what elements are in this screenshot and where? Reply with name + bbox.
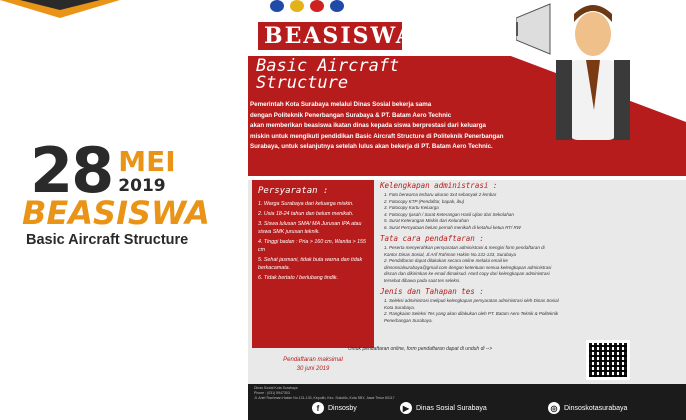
procedure-title: Tata cara pendaftaran : bbox=[380, 234, 484, 243]
city-logo-icon bbox=[270, 0, 284, 12]
intro-line: Pemerintah Kota Surabaya melalui Dinas Sosial bekerja sama bbox=[250, 101, 432, 108]
docs-list bbox=[380, 192, 676, 231]
stages-title: Jenis dan Tahapan tes : bbox=[380, 287, 484, 296]
date-year: 2019 bbox=[118, 175, 166, 196]
social-youtube[interactable] bbox=[400, 402, 487, 414]
stages-list bbox=[380, 298, 676, 324]
requirements-title: Persyaratan : bbox=[258, 186, 329, 196]
left-panel bbox=[0, 0, 250, 420]
sponsor-logos bbox=[270, 0, 344, 12]
list-item: 2. Usia 18-24 tahun dan belum menikah. bbox=[258, 211, 354, 217]
intro-line: dengan Politeknik Penerbangan Surabaya & PT. Batam Aero Technic bbox=[250, 111, 452, 119]
list-item: 2. Fotocopy KTP (Pendaftar, bapak, ibu) bbox=[384, 198, 465, 204]
date-month: MEI bbox=[118, 144, 176, 178]
intro-line: Surabaya, untuk selanjutnya setelah lulus akan bekerja di PT. Batam Aero Technic. bbox=[250, 143, 493, 150]
agency-logo-icon bbox=[330, 0, 344, 12]
megaphone-man-illustration bbox=[516, 0, 636, 160]
list-item: 5. Sehat jasmani, tidak buta warna dan tidak berkacamata. bbox=[258, 257, 363, 271]
list-item: tersebut dibawa pada saat tes seleksi. bbox=[384, 277, 461, 283]
qr-code-icon[interactable] bbox=[586, 340, 630, 380]
list-item: 3. Siswa lulusan SMA/ MA Jurusan IPA atau siswa SMK jurusan teknik. bbox=[258, 221, 362, 235]
list-item: Kantor Dinas Sosial, Jl.Arif Rahman Hakim No.131-133, Surabaya bbox=[384, 251, 517, 257]
list-item: Kota Surabaya. bbox=[384, 304, 416, 310]
list-item: dinsossialsurabaya@gmail.com dengan ketentuan semua kelengkapan administrasi bbox=[384, 264, 552, 270]
list-item: 4. Tinggi badan : Pria > 160 cm, Wanita > 155 cm bbox=[258, 239, 366, 253]
list-item: 6. Tidak bertato / berlubang tindik. bbox=[258, 275, 339, 281]
requirements-box bbox=[252, 180, 374, 348]
list-item: 2. Rangkaian Seleksi Tes yang akan dilakukan oleh PT. Batam Aero Teknik & Politeknik bbox=[384, 311, 559, 316]
school-logo-icon bbox=[290, 0, 304, 12]
list-item: 1. Seleksi administrasi meliputi kelengkapan persyaratan administrasi oleh Dinas Sosial bbox=[384, 298, 559, 303]
list-item: 5. Surat Keterangan Miskin dari Kelurahan bbox=[384, 218, 469, 223]
list-item: 4. Fotocopy Ijasah / Surat Keterangan Hasil Ujian dari Sekolahan bbox=[384, 211, 514, 217]
social-label: Dinsosby bbox=[328, 404, 357, 412]
instagram-icon: ◎ bbox=[548, 402, 560, 414]
list-item: Penerbangan Surabaya. bbox=[384, 317, 433, 323]
requirements-list bbox=[258, 200, 368, 282]
deadline-line1: Pendaftaran maksimal bbox=[283, 357, 343, 363]
facebook-icon: f bbox=[312, 402, 324, 414]
deadline-line2: 30 juni 2019 bbox=[296, 366, 330, 372]
docs-title: Kelengkapan administrasi : bbox=[380, 181, 498, 190]
social-instagram[interactable] bbox=[548, 402, 627, 414]
poster-subtitle bbox=[256, 58, 399, 92]
registration-deadline bbox=[252, 352, 374, 378]
list-item: 3. Fotocopy Kartu Keluarga bbox=[384, 205, 439, 210]
footer-address-line: Dinas Sosial Kota Surabaya bbox=[254, 386, 298, 390]
list-item: 1. Foto berwarna terbaru ukuran 3x4 sebanyak 2 lembar bbox=[384, 192, 497, 197]
list-item: 6. Surat Pernyataan belum pernah menikah di ketahui ketua RT/ RW bbox=[384, 224, 521, 230]
poster-footer bbox=[248, 384, 686, 420]
list-item: 1. Peserta menyerahkan persyaratan administrasi & mengisi form pendaftaran di bbox=[384, 245, 545, 250]
intro-line: miskin untuk mengikuti pendidikan Basic Aircraft Structure di Politeknik Penerbangan bbox=[250, 132, 504, 140]
company-logo-icon bbox=[310, 0, 324, 12]
social-label: Dinsoskotasurabaya bbox=[564, 404, 628, 412]
left-subtitle: Basic Aircraft Structure bbox=[26, 232, 189, 248]
online-registration-note: Untuk pendaftaran online, form pendaftaran dapat di unduh di --> bbox=[348, 346, 493, 352]
details-column bbox=[380, 178, 676, 324]
corner-decoration bbox=[0, 0, 120, 18]
footer-address-line: Phone : (031) 5947303 bbox=[254, 391, 290, 395]
list-item: discan dan dikirimkan ke email dimaksud. Hard copy dari kelengkapan administrasi bbox=[384, 271, 550, 276]
poster-subtitle-line1: Basic Aircraft bbox=[256, 56, 400, 76]
list-item: 2. Pendaftaran dapat dilakukan secara online melalui email ke bbox=[384, 258, 508, 263]
left-title: BEASISWA bbox=[22, 194, 210, 232]
date-day: 28 bbox=[30, 134, 113, 207]
event-date bbox=[30, 134, 176, 207]
list-item: 1. Warga Surabaya dari keluarga miskin. bbox=[258, 201, 354, 207]
social-label: Dinas Sosial Surabaya bbox=[416, 404, 487, 412]
youtube-icon: ▶ bbox=[400, 402, 412, 414]
poster-subtitle-line2: Structure bbox=[256, 73, 349, 93]
scholarship-poster bbox=[248, 0, 686, 420]
intro-line: akan memberikan beasiswa ikatan dinas kepada siswa berprestasi dari keluarga bbox=[250, 122, 486, 129]
footer-address bbox=[254, 386, 454, 401]
footer-address-line: Jl. Arief Rachman Hakim No.131-133, Keputih, Kec. Sukolilo, Kota SBY, Jawa Timur 60117 bbox=[254, 396, 395, 400]
procedure-list bbox=[380, 245, 676, 284]
social-facebook[interactable] bbox=[312, 402, 357, 414]
poster-title: BEASISWA bbox=[258, 22, 402, 50]
